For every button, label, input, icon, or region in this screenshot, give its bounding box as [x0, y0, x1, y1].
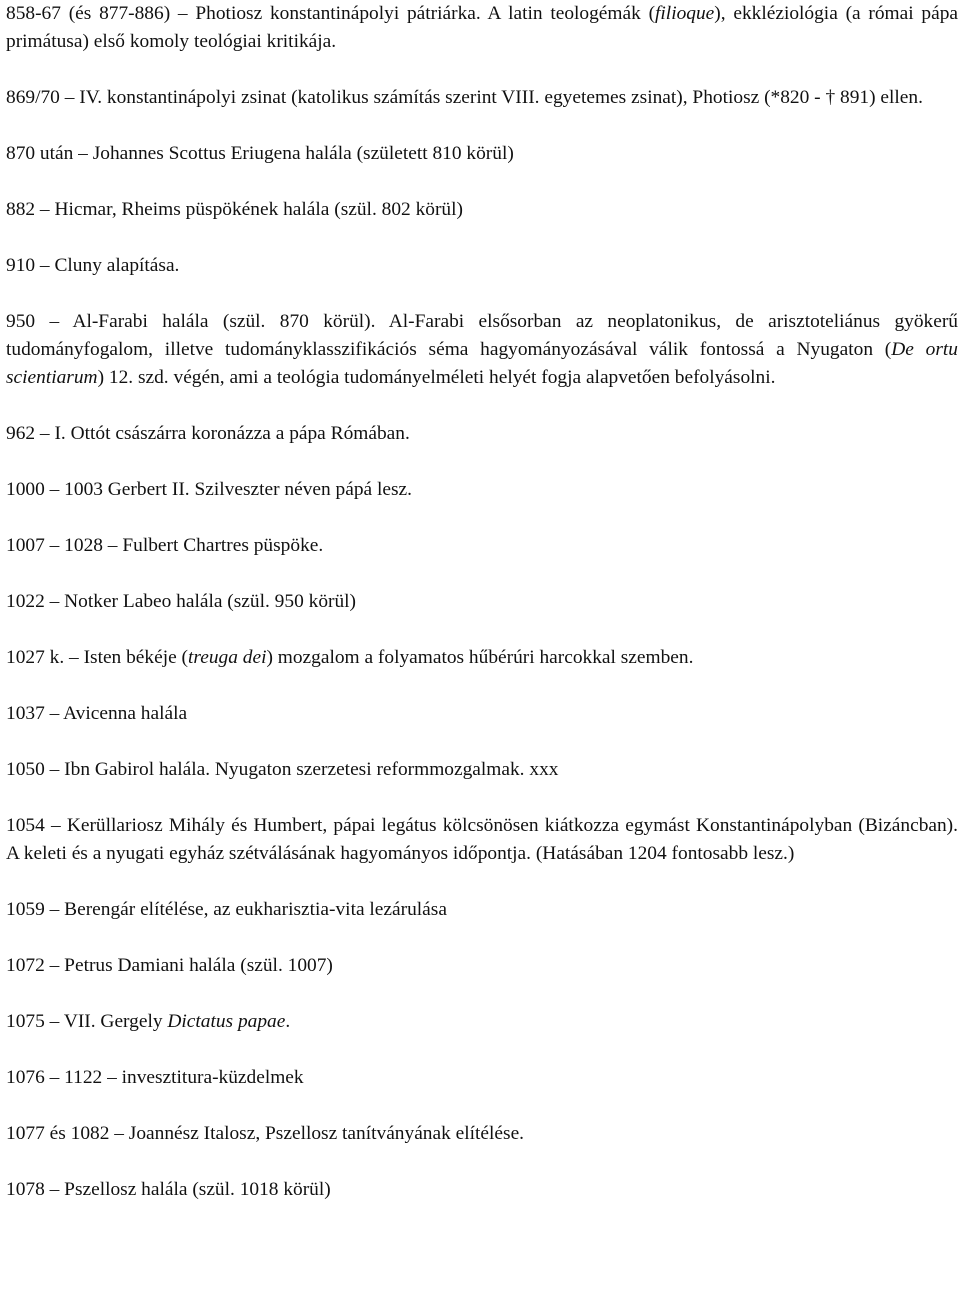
entry-text: 1078 – Pszellosz halála (szül. 1018 körül): [6, 1179, 331, 1200]
entry-text: 962 – I. Ottót császárra koronázza a pápa Rómában.: [6, 423, 410, 444]
timeline-entry-e1054: [6, 812, 958, 868]
italic-text: treuga dei: [188, 647, 267, 668]
entry-text: 1007 – 1028 – Fulbert Chartres püspöke.: [6, 535, 324, 556]
entry-text: 1072 – Petrus Damiani halála (szül. 1007): [6, 955, 333, 976]
timeline-entry-e1000: [6, 476, 958, 504]
entry-text: 1077 és 1082 – Joannész Italosz, Pszellosz tanítványának elítélése.: [6, 1123, 525, 1144]
timeline-entry-e1037: [6, 700, 958, 728]
entry-text: .: [285, 1011, 291, 1032]
italic-text: filioque: [655, 3, 715, 24]
entry-text: 1027 k. – Isten békéje (: [6, 647, 189, 668]
entry-text: 950 – Al-Farabi halála (szül. 870 körül). Al-Farabi elsősorban az neoplatonikus, de arisztoteliánus gyökerű tudományfogalom, illetve tudományklasszifikációs séma hagyományozásával válik fontossá a Nyugaton (: [6, 311, 958, 360]
timeline-entry-e962: [6, 420, 958, 448]
timeline-entry-e882: [6, 196, 958, 224]
timeline-entry-e870: [6, 140, 958, 168]
entry-text: 858-67 (és 877-886) – Photiosz konstantinápolyi pátriárka. A latin teologémák (: [6, 3, 656, 24]
entry-text: 1037 – Avicenna halála: [6, 703, 188, 724]
entry-text: ) 12. szd. végén, ami a teológia tudományelméleti helyét fogja alapvetően befolyásolni.: [97, 367, 776, 388]
entry-text: 882 – Hicmar, Rheims püspökének halála (szül. 802 körül): [6, 199, 463, 220]
entry-text: 1059 – Berengár elítélése, az eukharisztia-vita lezárulása: [6, 899, 447, 920]
timeline-entry-e1027: [6, 644, 958, 672]
entry-text: 869/70 – IV. konstantinápolyi zsinat (katolikus számítás szerint VIII. egyetemes zsinat), Photiosz (*820 - † 891) ellen.: [6, 87, 923, 108]
timeline-entry-e1007: [6, 532, 958, 560]
timeline-entry-e1075: [6, 1008, 958, 1036]
entry-text: 1050 – Ibn Gabirol halála. Nyugaton szerzetesi reformmozgalmak. xxx: [6, 759, 559, 780]
italic-text: De ortu scientiarum: [6, 339, 958, 388]
entry-text: 1076 – 1122 – invesztitura-küzdelmek: [6, 1067, 304, 1088]
timeline-list: [6, 0, 958, 1204]
timeline-entry-e1078: [6, 1176, 958, 1204]
entry-text: ), ekkléziológia (a római pápa primátusa) első komoly teológiai kritikája.: [6, 3, 958, 52]
entry-text: ) mozgalom a folyamatos hűbérúri harcokkal szemben.: [266, 647, 694, 668]
timeline-entry-e1076: [6, 1064, 958, 1092]
timeline-entry-e910: [6, 252, 958, 280]
entry-text: 1000 – 1003 Gerbert II. Szilveszter néven pápá lesz.: [6, 479, 412, 500]
timeline-entry-e1059: [6, 896, 958, 924]
entry-text: 1022 – Notker Labeo halála (szül. 950 körül): [6, 591, 357, 612]
timeline-entry-e1072: [6, 952, 958, 980]
entry-text: 1075 – VII. Gergely: [6, 1011, 168, 1032]
entry-text: 870 után – Johannes Scottus Eriugena halála (született 810 körül): [6, 143, 514, 164]
timeline-entry-e1022: [6, 588, 958, 616]
timeline-entry-e869: [6, 84, 958, 112]
italic-text: Dictatus papae: [167, 1011, 286, 1032]
timeline-entry-e950: [6, 308, 958, 392]
timeline-entry-e858: [6, 0, 958, 56]
timeline-entry-e1077: [6, 1120, 958, 1148]
timeline-entry-e1050: [6, 756, 958, 784]
entry-text: 910 – Cluny alapítása.: [6, 255, 180, 276]
entry-text: 1054 – Kerüllariosz Mihály és Humbert, pápai legátus kölcsönösen kiátkozza egymást Konstantinápolyban (Bizáncban). A keleti és a nyugati egyház szétválásának hagyományos időpontja. (Hatásában 1204 fontosabb lesz.): [6, 815, 958, 864]
